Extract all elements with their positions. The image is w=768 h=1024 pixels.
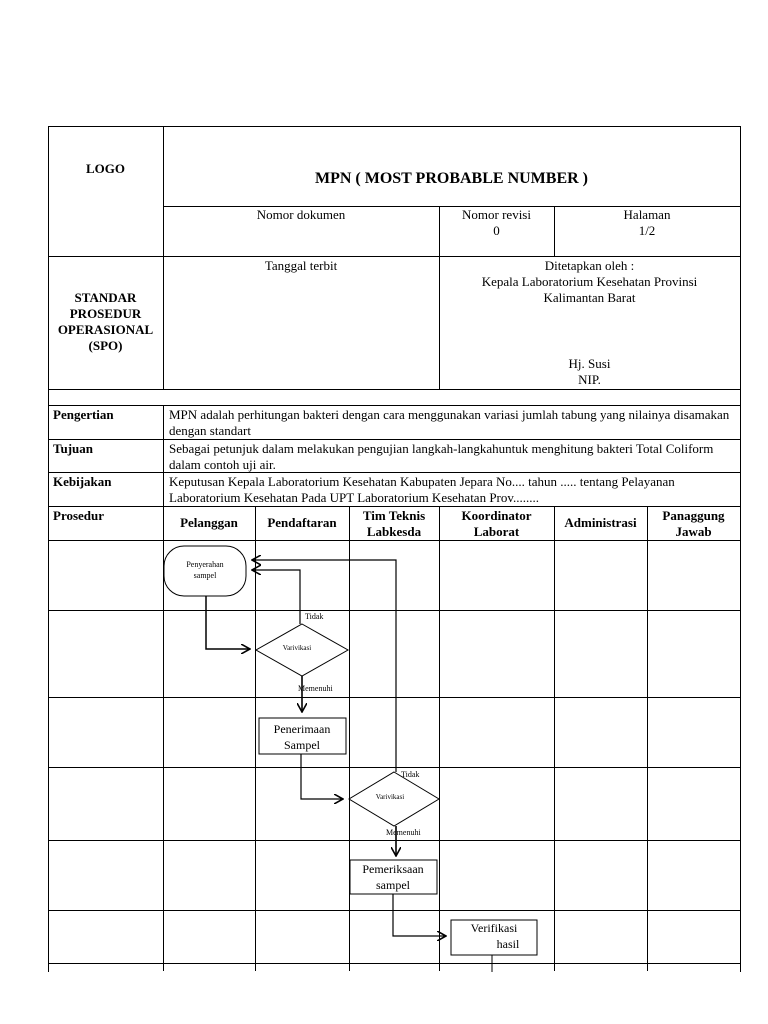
pengertian-text: MPN adalah perhitungan bakteri dengan cara menggunakan variasi jumlah tabung yang nilainya disamakan dengan standart — [169, 407, 730, 438]
column-header-tim-teknis: Tim Teknis — [362, 508, 426, 523]
spo-line: PROSEDUR — [69, 306, 142, 321]
flow-arrow — [206, 596, 250, 649]
penerimaan-label: Penerimaan — [273, 722, 331, 736]
column-header-pelanggan: Pelanggan — [180, 515, 238, 530]
signatory-nip: NIP. — [578, 372, 601, 387]
flow-arrow — [301, 754, 343, 799]
penerimaan-label: Sampel — [284, 738, 320, 752]
tujuan-label: Tujuan — [53, 441, 93, 456]
spo-line: OPERASIONAL — [57, 322, 154, 337]
column-header-koordinator: Laborat — [473, 524, 520, 539]
column-header-pendaftaran: Pendaftaran — [267, 515, 337, 530]
verifikasi-hasil-label: Verifikasi — [470, 921, 518, 935]
column-header-tim-teknis: Labkesda — [366, 524, 422, 539]
revision-value: 0 — [493, 223, 500, 238]
pemeriksaan-label: sampel — [376, 878, 410, 892]
tujuan-text: Sebagai petunjuk dalam melakukan pengujian langkah-langkahuntuk menghitung bakteri Total Coliform dalam contoh uji air. — [169, 441, 714, 472]
penyerahan-label: Penyerahan — [186, 560, 224, 569]
column-header-penanggung-jawab: Panaggung — [662, 508, 725, 523]
established-by-label: Ditetapkan oleh : — [544, 258, 635, 273]
established-title: Kalimantan Barat — [543, 290, 636, 305]
established-title: Kepala Laboratorium Kesehatan Provinsi — [481, 274, 698, 289]
logo-placeholder: LOGO — [85, 161, 125, 176]
verifikasi-1-label: Varivikasi — [282, 644, 312, 652]
memenuhi-2-label: Memenuhi — [386, 828, 421, 837]
flow-arrow-tidak-1 — [252, 570, 300, 624]
memenuhi-1-label: Memenuhi — [298, 684, 333, 693]
issue-date-label: Tanggal terbit — [264, 258, 338, 273]
prosedur-label: Prosedur — [53, 508, 105, 523]
flow-arrow — [393, 894, 446, 936]
spo-line: STANDAR — [74, 290, 137, 305]
signatory-name: Hj. Susi — [568, 356, 611, 371]
column-header-administrasi: Administrasi — [564, 515, 637, 530]
verifikasi-hasil-label: hasil — [496, 937, 520, 951]
column-header-penanggung-jawab: Jawab — [675, 524, 712, 539]
doc-number-label: Nomor dokumen — [256, 207, 346, 222]
spo-line: (SPO) — [88, 338, 123, 353]
revision-label: Nomor revisi — [462, 207, 531, 222]
pemeriksaan-label: Pemeriksaan — [362, 862, 424, 876]
tidak-2-label: Tidak — [401, 770, 420, 779]
page-value: 1/2 — [638, 223, 656, 238]
document-title: MPN ( MOST PROBABLE NUMBER ) — [314, 170, 589, 187]
tidak-1-label: Tidak — [305, 612, 324, 621]
kebijakan-text: Keputusan Kepala Laboratorium Kesehatan Kabupaten Jepara No.... tahun ..... tentang Pelayanan Laboratorium Kesehatan Pada UPT Laboratorium Kesehatan Prov........ — [169, 474, 675, 505]
penyerahan-label: sampel — [193, 571, 217, 580]
page-label: Halaman — [623, 207, 671, 222]
pengertian-label: Pengertian — [53, 407, 114, 422]
column-header-koordinator: Koordinator — [461, 508, 532, 523]
kebijakan-label: Kebijakan — [53, 474, 112, 489]
verifikasi-2-label: Varivikasi — [375, 793, 405, 801]
